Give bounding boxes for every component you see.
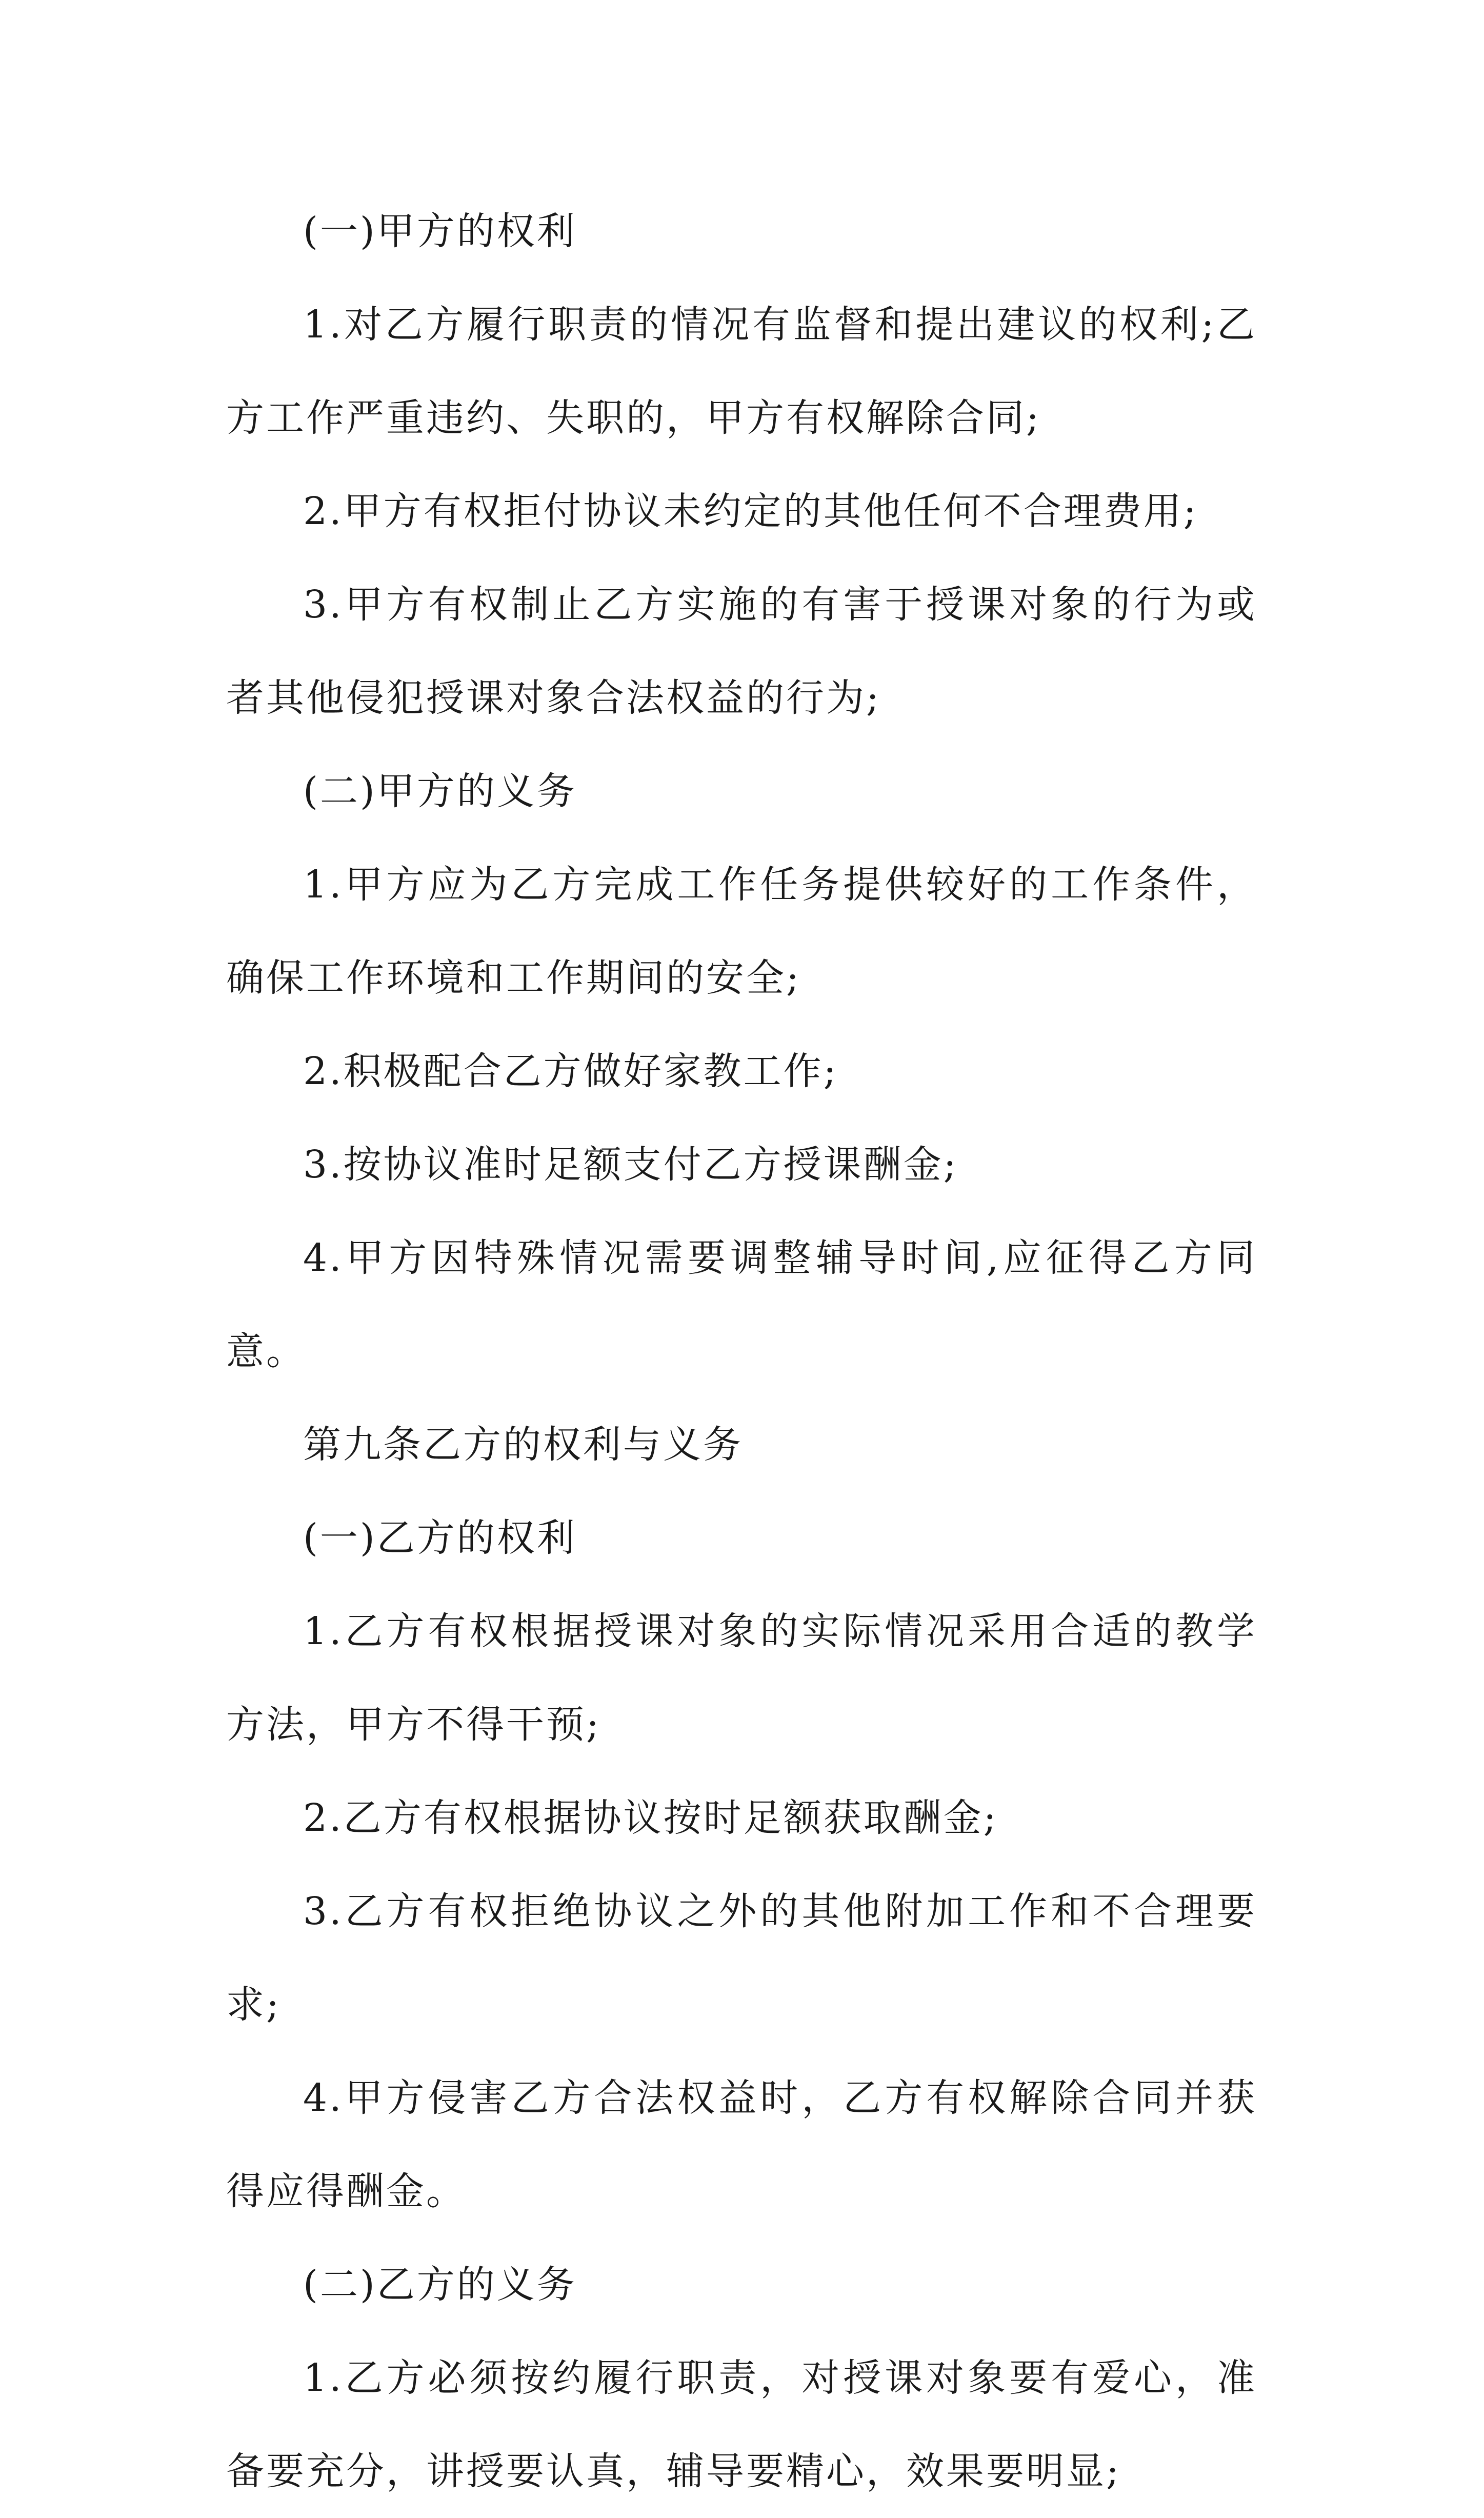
clause-b-duty-1: 1.乙方必须按约履行职责，对授课对象要有爱心，准备要充分，讲授要认真，辅导要精心，效果要明显; <box>226 2356 1257 2493</box>
article-heading-party-b: 第九条乙方的权利与义务 <box>303 1423 743 1467</box>
clause-a-duty-4: 4.甲方因特殊情况需要调整辅导时间,应征得乙方同意。 <box>226 1236 1257 1373</box>
clause-b-right-4: 4.甲方侵害乙方合法权益时，乙方有权解除合同并获得应得酬金。 <box>226 2076 1257 2213</box>
section-heading-party-a-duties: (二)甲方的义务 <box>303 769 577 813</box>
section-heading-party-a-rights: (一)甲方的权利 <box>303 209 577 253</box>
clause-b-right-3: 3.乙方有权拒绝协议之外的其他附加工作和不合理要求; <box>226 1889 1257 2027</box>
section-heading-party-b-duties: (二)乙方的义务 <box>303 2263 577 2307</box>
clause-a-right-3: 3.甲方有权制止乙方实施的有害于授课对象的行为或者其他侵犯授课对象合法权益的行为; <box>226 583 1257 720</box>
clause-a-duty-1: 1.甲方应为乙方完成工作任务提供较好的工作条件，确保工作环境和工作期间的安全; <box>226 863 1257 1000</box>
clause-a-duty-2: 2.积极配合乙方做好家教工作; <box>303 1049 838 1093</box>
clause-a-right-1: 1.对乙方履行职责的情况有监督和提出建议的权利;乙方工作严重违约、失职的，甲方有权解除合同; <box>226 303 1257 440</box>
clause-a-right-2: 2.甲方有权拒付协议未约定的其他任何不合理费用; <box>303 489 1198 533</box>
clause-b-right-2: 2.乙方有权根据协议按时足额获取酬金; <box>303 1796 998 1840</box>
clause-b-right-1: 1.乙方有权根据授课对象的实际情况采用合适的教学方法，甲方不得干预; <box>226 1609 1257 1747</box>
document-body <box>226 185 1257 2518</box>
clause-a-duty-3: 3.按协议准时足额支付乙方授课酬金; <box>303 1143 958 1187</box>
section-heading-party-b-rights: (一)乙方的权利 <box>303 1516 577 1560</box>
